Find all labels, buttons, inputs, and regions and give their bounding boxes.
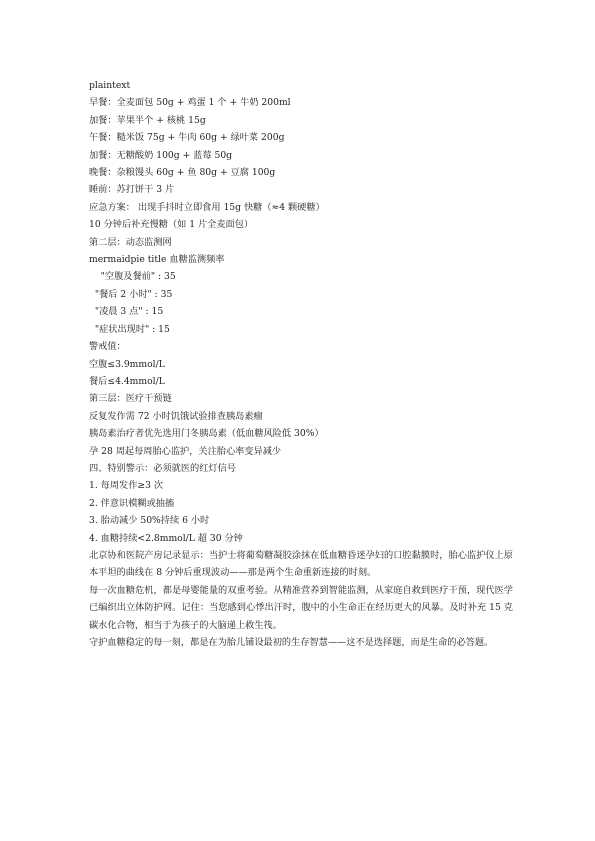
warning-item-2: 2. 伴意识模糊或抽搐 (89, 497, 175, 509)
warning-item-1: 1. 每周发作≥3 次 (89, 480, 164, 492)
diet-bedtime: 睡前：苏打饼干 3 片 (89, 184, 175, 196)
paragraph-closing (89, 634, 513, 651)
paragraph-double-test (89, 582, 513, 634)
medical-item-fasting-test: 反复发作需 72 小时饥饿试验排查胰岛素瘤 (89, 410, 263, 422)
paragraph-text: 北京协和医院产房记录显示：当护士将葡萄糖凝胶涂抹在低血糖昏迷孕妇的口腔黏膜时，胎心监护仪上原本平坦的曲线在 8 分钟后重现波动——那是两个生命重新连接的时刻。 (89, 549, 513, 579)
section-heading-monitoring: 第二层：动态监测网 (89, 236, 172, 248)
emergency-followup: 10 分钟后补充慢糖（如 1 片全麦面包） (89, 219, 254, 231)
warning-item-3: 3. 胎动减少 50%持续 6 小时 (89, 515, 210, 527)
section-heading-warnings: 四、特别警示：必须就医的红灯信号 (89, 462, 236, 474)
warning-item-4: 4. 血糖持续<2.8mmol/L 超 30 分钟 (89, 532, 243, 544)
threshold-fasting: 空腹≤3.9mmol/L (89, 358, 165, 370)
paragraph-text: 守护血糖稳定的每一刻，都是在为胎儿铺设最初的生存智慧——这不是选择题，而是生命的必答题。 (89, 637, 494, 648)
document-page (89, 77, 513, 651)
pie-entry-postmeal: "餐后 2 小时" : 35 (89, 288, 173, 300)
section-heading-medical: 第三层：医疗干预链 (89, 393, 172, 405)
paragraph-hospital-record (89, 547, 513, 582)
diet-lunch: 午餐：糙米饭 75g + 牛肉 60g + 绿叶菜 200g (89, 132, 285, 144)
diet-snack-afternoon: 加餐：无糖酸奶 100g + 蓝莓 50g (89, 149, 233, 161)
threshold-heading: 警戒值： (89, 341, 126, 353)
medical-item-insulin: 胰岛素治疗者优先选用门冬胰岛素（低血糖风险低 30%） (89, 428, 324, 440)
pie-entry-fasting: "空腹及餐前" : 35 (89, 271, 176, 283)
threshold-postmeal: 餐后≤4.4mmol/L (89, 375, 165, 387)
emergency-plan: 应急方案： 出现手抖时立即食用 15g 快糖（≈4 颗硬糖） (89, 201, 325, 213)
diet-breakfast: 早餐：全麦面包 50g + 鸡蛋 1 个 + 牛奶 200ml (89, 97, 291, 109)
pie-entry-symptom: "症状出现时" : 15 (89, 323, 170, 335)
mermaid-pie-title: mermaidpie title 血糖监测频率 (89, 254, 225, 266)
diet-snack-morning: 加餐：苹果半个 + 核桃 15g (89, 114, 206, 126)
paragraph-text: 每一次血糖危机，都是母婴能量的双重考验。从精准营养到智能监测，从家庭自救到医疗干预，现代医学已编织出立体防护网。记住：当您感到心悸出汗时，腹中的小生命正在经历更大的风暴。及时补充 15 克碳水化合物，相当于为孩子的大脑递上救生筏。 (89, 584, 513, 631)
code-label-plaintext: plaintext (89, 80, 131, 91)
diet-dinner: 晚餐：杂粮馒头 60g + 鱼 80g + 豆腐 100g (89, 167, 276, 179)
pie-entry-early-morning: "凌晨 3 点" : 15 (89, 306, 164, 318)
medical-item-fetal-monitoring: 孕 28 周起每周胎心监护，关注胎心率变异减少 (89, 445, 282, 457)
